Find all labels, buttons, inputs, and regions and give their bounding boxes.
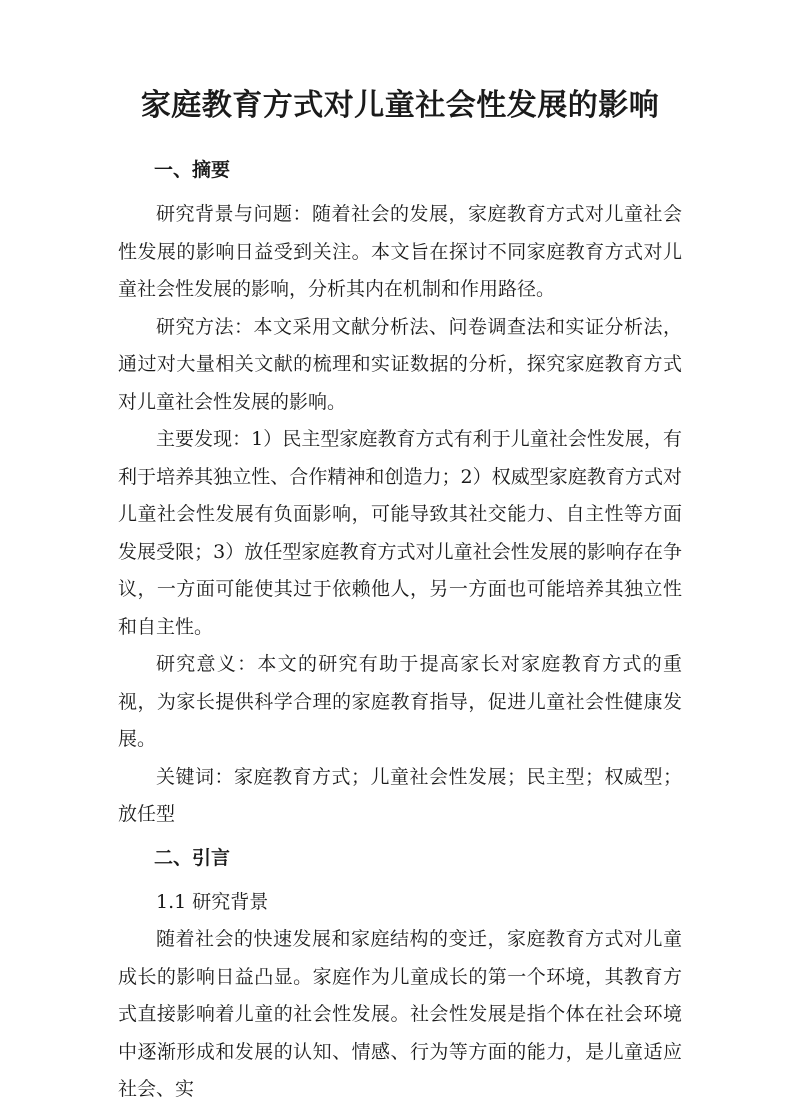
section-heading-introduction: 二、引言 (154, 846, 231, 869)
subsection-heading-background: 1.1 研究背景 (156, 890, 269, 913)
abstract-background-paragraph: 研究背景与问题：随着社会的发展，家庭教育方式对儿童社会性发展的影响日益受到关注。本文旨在探讨不同家庭教育方式对儿童社会性发展的影响，分析其内在机制和作用路径。 (118, 203, 682, 300)
abstract-method-paragraph: 研究方法：本文采用文献分析法、问卷调查法和实证分析法，通过对大量相关文献的梳理和实证数据的分析，探究家庭教育方式对儿童社会性发展的影响。 (118, 315, 682, 413)
section-heading-abstract: 一、摘要 (154, 159, 231, 181)
document-title: 家庭教育方式对儿童社会性发展的影响 (140, 88, 660, 123)
abstract-significance-paragraph: 研究意义：本文的研究有助于提高家长对家庭教育方式的重视，为家长提供科学合理的家庭教育指导，促进儿童社会性健康发展。 (118, 653, 682, 750)
keywords-paragraph: 关键词：家庭教育方式；儿童社会性发展；民主型；权威型；放任型 (118, 765, 682, 825)
introduction-paragraph: 随着社会的快速发展和家庭结构的变迁，家庭教育方式对儿童成长的影响日益凸显。家庭作为儿童成长的第一个环境，其教育方式直接影响着儿童的社会性发展。社会性发展是指个体在社会环境中逐渐形成和发展的认知、情感、行为等方面的能力，是儿童适应社会、实 (118, 928, 682, 1100)
abstract-findings-paragraph: 主要发现：1）民主型家庭教育方式有利于儿童社会性发展，有利于培养其独立性、合作精神和创造力；2）权威型家庭教育方式对儿童社会性发展有负面影响，可能导致其社交能力、自主性等方面发展受限；3）放任型家庭教育方式对儿童社会性发展的影响存在争议，一方面可能使其过于依赖他人，另一方面也可能培养其独立性和自主性。 (118, 428, 682, 638)
